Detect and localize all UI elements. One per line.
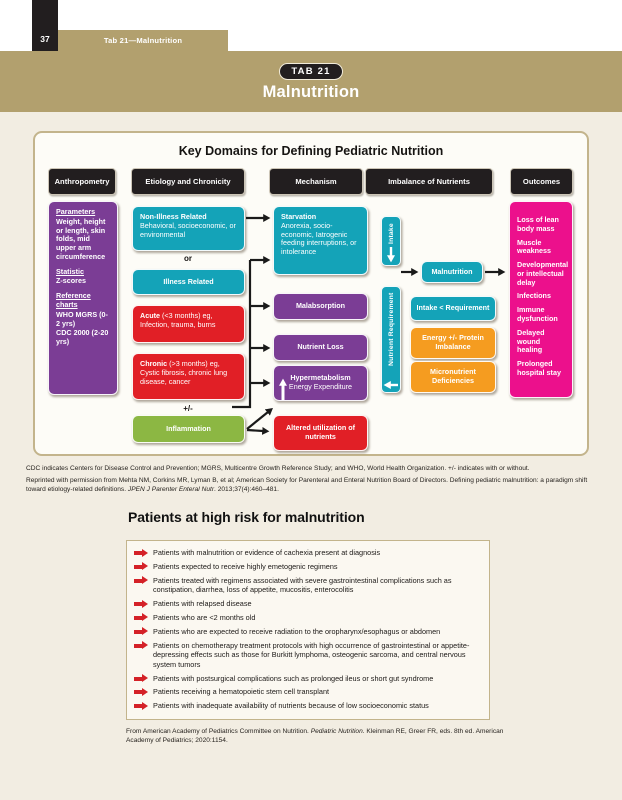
red-arrow-bullet-icon — [133, 674, 148, 683]
tab-pill: TAB 21 — [279, 63, 342, 80]
box-energy-protein-imbalance: Energy +/- Protein Imbalance — [410, 327, 496, 359]
source-book-title: Pediatric Nutrition — [310, 728, 363, 735]
risk-list-item: Patients with postsurgical complications such as prolonged ileus or short gut syndrome — [133, 674, 479, 684]
outcome-item: Prolonged hospital stay — [517, 359, 561, 377]
box-illness-related: Illness Related — [132, 269, 245, 295]
anthropometry-reference-cdc: CDC 2000 (2-20 yrs) — [56, 328, 109, 347]
anthropometry-reference-who: WHO MGRS (0-2 yrs) — [56, 309, 108, 328]
banner-title: Malnutrition — [262, 82, 360, 101]
tab-strip-label: Tab 21—Malnutrition — [103, 36, 183, 45]
anthropometry-parameters-title: Parameters — [56, 207, 96, 216]
red-arrow-bullet-icon — [133, 627, 148, 636]
diagram-title: Key Domains for Defining Pediatric Nutrition — [178, 144, 444, 158]
box-malabsorption: Malabsorption — [273, 293, 368, 320]
anthropometry-parameters-body: Weight, height or length, skin folds, mid upper arm circumference — [56, 216, 106, 261]
red-arrow-bullet-icon — [133, 702, 148, 711]
source-citation-cite: . Kleinman RE, Greer FR, eds. 8th ed. American Academy of Pediatrics; 2020:1154. — [126, 728, 504, 745]
footnote-reprint — [26, 476, 588, 494]
tab-strip — [58, 30, 228, 51]
red-arrow-bullet-icon — [133, 641, 148, 650]
nutrient-requirement-tab-label: Nutrient Requirement — [388, 292, 395, 366]
footnote-reprint-text: Reprinted with permission from Mehta NM, Corkins MR, Lyman B, et al; American Society for Parenteral and Enteral Nutrition Board of Directors. Defining pediatric malnutrition: a paradigm shift toward etiology-related definitions. — [26, 477, 588, 494]
outcome-item: Infections — [517, 291, 551, 301]
risk-list-item: Patients with relapsed disease — [133, 599, 479, 609]
nutrient-requirement-tab — [381, 286, 401, 393]
anthropometry-statistic-body: Z-scores — [56, 276, 86, 286]
box-chronic: Chronic (>3 months) eg, Cystic fibrosis, chronic lung disease, cancer — [132, 353, 245, 400]
box-acute: Acute (<3 months) eg, Infection, trauma, burns — [132, 305, 245, 343]
column-header-anthropometry: Anthropometry — [48, 168, 116, 195]
red-arrow-bullet-icon — [133, 600, 148, 609]
column-header-imbalance: Imbalance of Nutrients — [365, 168, 493, 195]
diagram-card — [33, 131, 589, 456]
box-malnutrition: Malnutrition — [421, 261, 483, 283]
outcome-item: Muscle weakness — [517, 237, 551, 256]
box-nutrient-loss: Nutrient Loss — [273, 334, 368, 361]
risk-section-heading: Patients at high risk for malnutrition — [128, 509, 365, 525]
source-citation — [126, 727, 518, 745]
intake-tab-label: Intake — [388, 223, 395, 244]
box-micronutrient-deficiencies: Micronutrient Deficiencies — [410, 361, 496, 393]
outcome-item: Developmental or intellectual delay — [517, 260, 569, 287]
box-anthropometry — [48, 201, 118, 395]
outcome-item: Loss of lean body mass — [517, 215, 559, 233]
anthropometry-statistic-title: Statistic — [56, 266, 84, 276]
risk-list-item: Patients who are expected to receive radiation to the oropharynx/esophagus or abdomen — [133, 627, 479, 637]
box-inflammation: Inflammation — [132, 415, 245, 443]
source-citation-text: From American Academy of Pediatrics Committee on Nutrition. — [126, 728, 311, 735]
box-outcomes — [509, 201, 573, 398]
risk-list-item: Patients with malnutrition or evidence of cachexia present at diagnosis — [133, 548, 479, 558]
column-header-outcomes: Outcomes — [510, 168, 573, 195]
red-arrow-bullet-icon — [133, 562, 148, 571]
risk-list-item: Patients treated with regimens associated with severe gastrointestinal complications such as constipation, diarrhea, loss of appetite, mucositis, enterocolitis — [133, 576, 479, 595]
risk-list-item: Patients receiving a hematopoietic stem cell transplant — [133, 687, 479, 697]
risk-list-item: Patients on chemotherapy treatment protocols with high occurrence of gastrointestinal or appetite-depressing effects such as those for Burkitt lymphoma, osteogenic sarcoma, and central nervous system tumors — [133, 641, 479, 670]
box-altered-utilization: Altered utilization of nutrients — [273, 415, 368, 451]
risk-list-item: Patients expected to receive highly emetogenic regimens — [133, 562, 479, 572]
outcome-item: Immune dysfunction — [517, 305, 558, 324]
box-hypermetabolism: Hypermetabolism Energy Expenditure — [273, 365, 368, 401]
box-intake-lt-requirement: Intake < Requirement — [410, 296, 496, 321]
box-non-illness-related: Non-Illness Related Behavioral, socioeconomic, or environmental — [132, 206, 245, 251]
box-starvation: Starvation Anorexia, socio-economic, Iatrogenic feeding interruptions, or intolerance — [273, 206, 368, 275]
page-number-box — [32, 0, 58, 51]
outcome-item: Delayed wound healing — [517, 327, 545, 355]
red-arrow-bullet-icon — [133, 613, 148, 622]
plus-minus-label: +/- — [183, 404, 193, 413]
anthropometry-reference-title: Reference charts — [56, 291, 91, 310]
footnote-reprint-cite: . 2013;37(4):460–481. — [214, 486, 279, 494]
risk-list-item: Patients who are <2 months old — [133, 613, 479, 623]
red-arrow-bullet-icon — [133, 576, 148, 585]
footnote-abbreviations: CDC indicates Centers for Disease Control and Prevention; MGRS, Multicentre Growth Reference Study; and WHO, World Health Organization. +/- indicates with or without. — [26, 465, 530, 472]
risk-list-box — [126, 540, 490, 720]
column-header-mechanism: Mechanism — [269, 168, 363, 195]
footnote-journal-name: JPEN J Parenter Enteral Nutr — [127, 486, 215, 494]
column-header-etiology: Etiology and Chronicity — [131, 168, 245, 195]
page-number: 37 — [40, 34, 50, 44]
risk-list-item: Patients with inadequate availability of nutrients because of low socioeconomic status — [133, 701, 479, 711]
red-arrow-bullet-icon — [133, 549, 148, 558]
red-arrow-bullet-icon — [133, 688, 148, 697]
or-label: or — [184, 254, 192, 263]
intake-tab — [381, 216, 401, 266]
banner — [0, 51, 622, 112]
